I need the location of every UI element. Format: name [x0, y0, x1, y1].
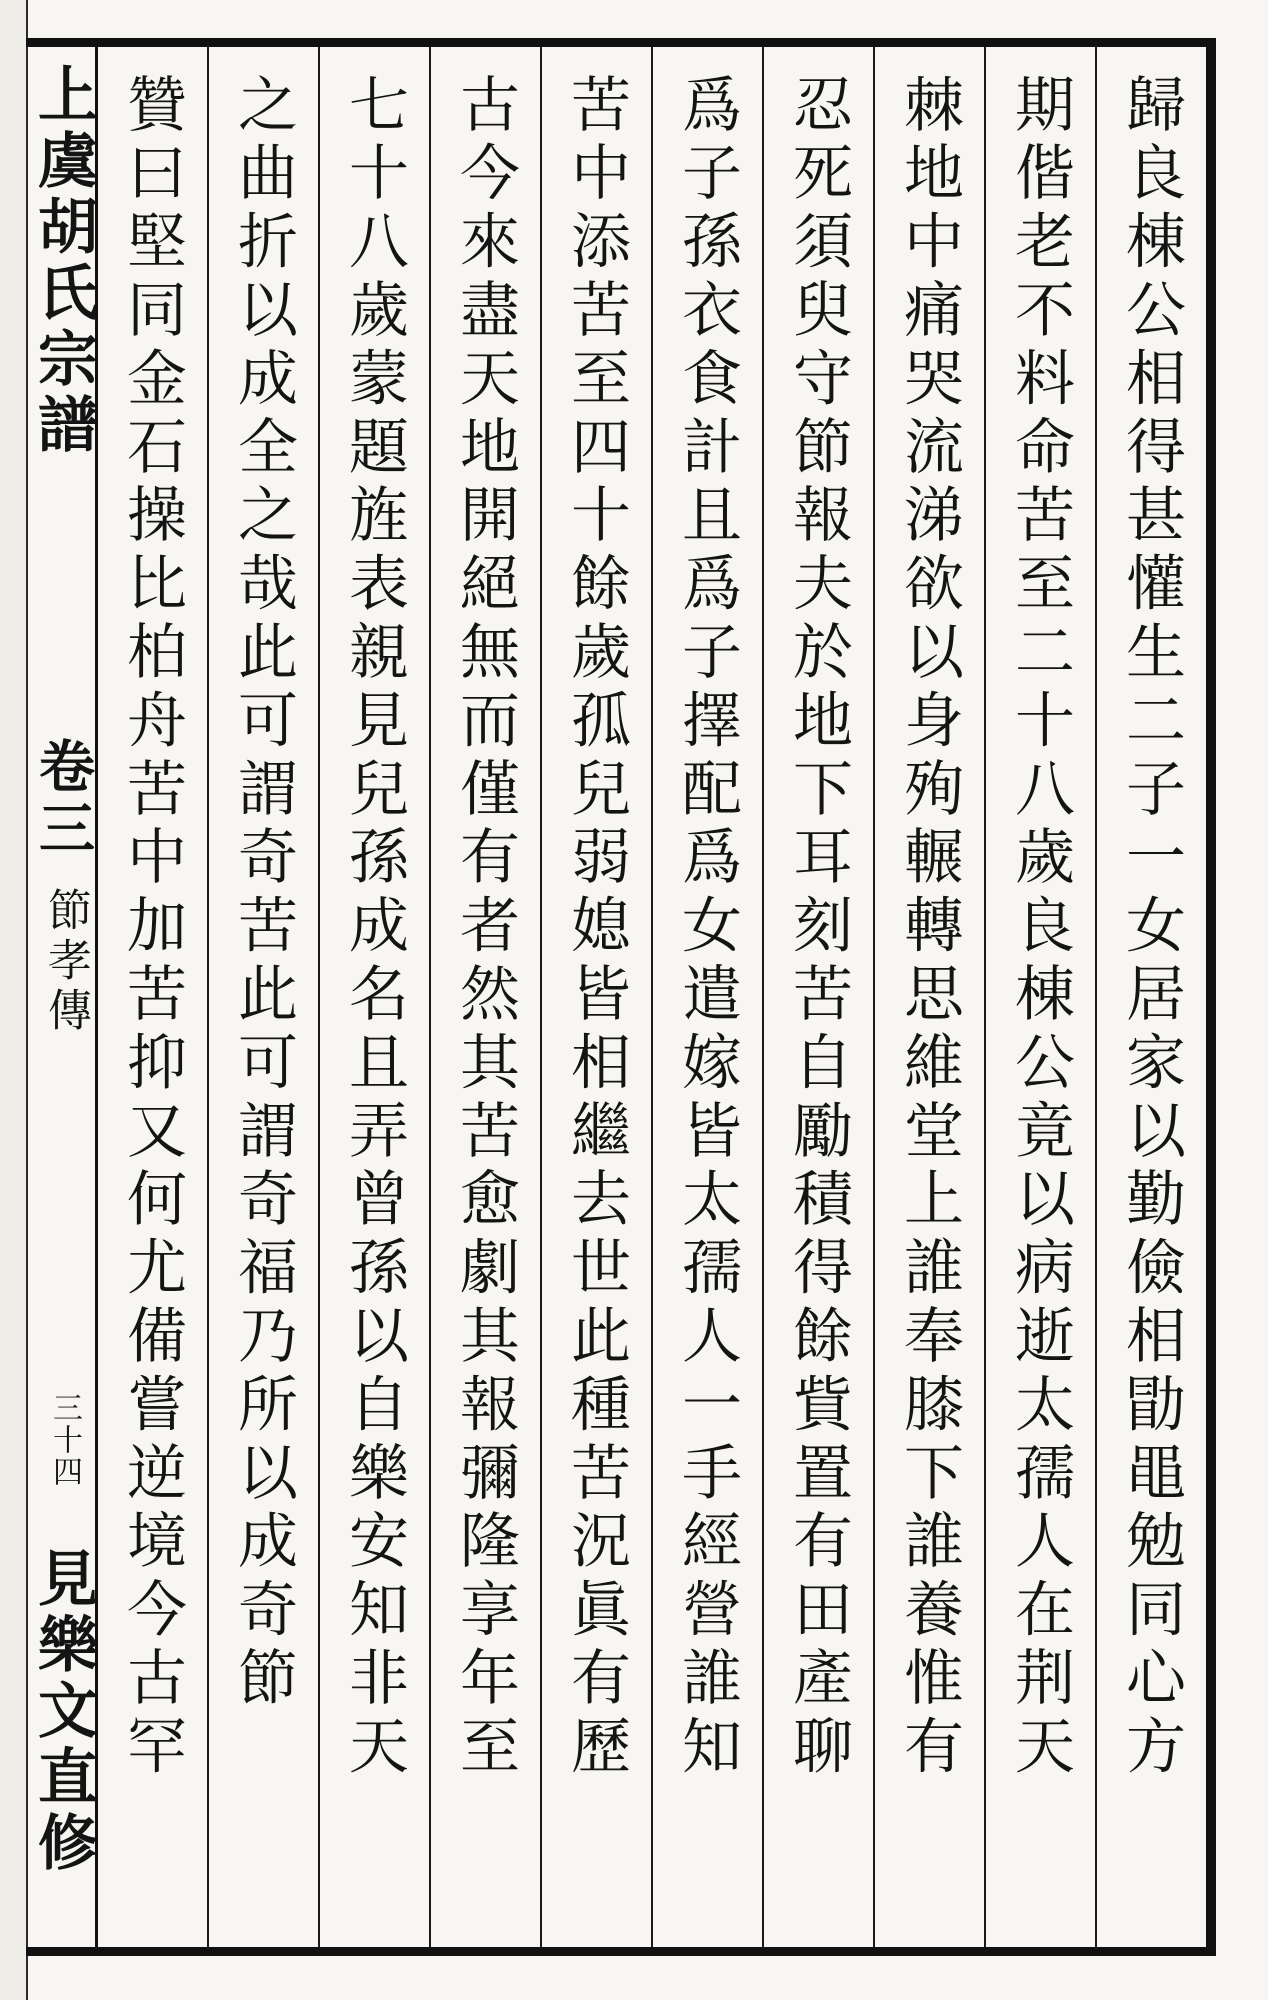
column-text: 期偕老不料命苦至二十八歲良棟公竟以病逝太孺人在荆天: [1005, 73, 1075, 1783]
column-text: 七十八歲蒙題旌表親見兒孫成名且弄曾孫以自樂安知非天: [339, 73, 409, 1783]
column-text: 贊曰堅同金石操比柏舟苦中加苦抑又何尤備嘗逆境今古罕: [117, 73, 187, 1783]
column-text: 爲子孫衣食計且爲子擇配爲女遣嫁皆太孺人一手經營誰知: [672, 73, 742, 1783]
column-text: 忍死須臾守節報夫於地下耳刻苦自勵積得餘貲置有田產聊: [783, 73, 853, 1783]
text-columns: [98, 47, 1206, 1947]
column-text: 棘地中痛哭流涕欲以身殉輾轉思維堂上誰奉膝下誰養惟有: [894, 73, 964, 1783]
text-column: [651, 47, 762, 1947]
column-text: 古今來盡天地開絕無而僅有者然其苦愈劇其報彌隆享年至: [450, 73, 520, 1783]
section-label: 節孝傳: [40, 887, 91, 1037]
column-text: 歸良棟公相得甚懽生二子一女居家以勤儉相勖黽勉同心方: [1116, 73, 1186, 1783]
page-number: 三十四: [47, 1392, 82, 1488]
text-column: [207, 47, 318, 1947]
text-column: [540, 47, 651, 1947]
volume-label: 卷三: [30, 737, 96, 861]
text-column: [873, 47, 984, 1947]
text-column: [1095, 47, 1206, 1947]
text-column: [984, 47, 1095, 1947]
hall-name: 見樂文直修: [28, 1547, 98, 1877]
text-column: [429, 47, 540, 1947]
text-column: [98, 47, 207, 1947]
margin-gutter: [26, 47, 98, 1947]
page-frame: [26, 38, 1216, 1956]
text-column: [318, 47, 429, 1947]
genealogy-title: 上虞胡氏宗譜: [28, 63, 98, 459]
column-text: 苦中添苦至四十餘歲孤兒弱媳皆相繼去世此種苦況眞有歷: [561, 73, 631, 1783]
page-edge: [0, 0, 28, 2000]
text-column: [762, 47, 873, 1947]
column-text: 之曲折以成全之哉此可謂奇苦此可謂奇福乃所以成奇節: [228, 73, 298, 1715]
